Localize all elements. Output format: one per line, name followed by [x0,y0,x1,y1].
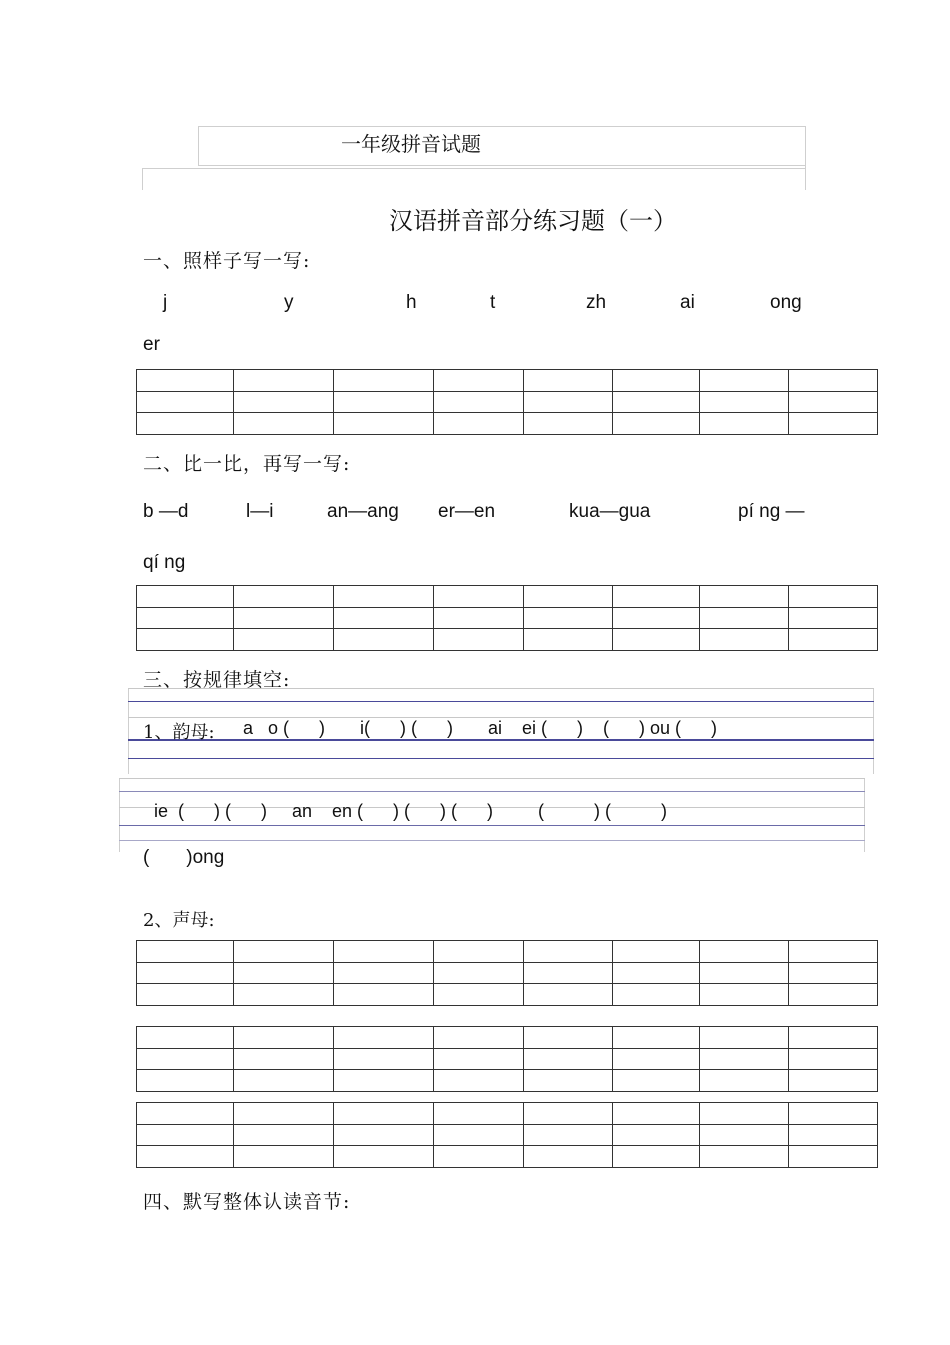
page-title: 汉语拼音部分练习题（一） [389,207,677,235]
pinyin-item: h [406,292,417,313]
header-title: 一年级拼音试题 [341,132,481,156]
pinyin-item: y [284,292,294,313]
finals-line-2: ie ( ) ( ) an en ( ) ( ) ( ) ( ) ( ) [154,801,668,821]
writing-grid[interactable] [136,940,878,1006]
writing-grid[interactable] [136,1026,878,1092]
pinyin-item: j [163,292,168,313]
pinyin-item: ong [770,292,802,313]
writing-grid[interactable] [136,369,878,435]
pinyin-item: er [143,334,160,355]
compare-pair: an—ang [327,501,399,522]
section-4-heading: 四、默写整体认读音节: [143,1191,351,1213]
finals-line-3: ( )ong [143,847,225,868]
compare-pair: er—en [438,501,496,522]
section-2-heading: 二、比一比，再写一写: [143,453,351,475]
pinyin-item: t [490,292,496,313]
finals-label: 1、韵母: [143,722,215,743]
pinyin-item: zh [586,292,607,313]
compare-pair: qí ng [143,552,186,573]
writing-grid[interactable] [136,585,878,651]
finals-line-1: a o ( ) i( ) ( ) ai ei ( ) ( ) ou ( ) [243,718,718,738]
pinyin-item: ai [680,292,695,313]
compare-pair: l—i [246,501,274,522]
initials-label: 2、声母: [143,910,215,931]
compare-pair: kua—gua [569,501,651,522]
section-3-heading: 三、按规律填空: [143,669,291,691]
section-1-heading: 一、照样子写一写: [143,250,311,272]
compare-pair: pí ng — [738,501,805,522]
compare-pair: b —d [143,501,189,522]
writing-grid[interactable] [136,1102,878,1168]
